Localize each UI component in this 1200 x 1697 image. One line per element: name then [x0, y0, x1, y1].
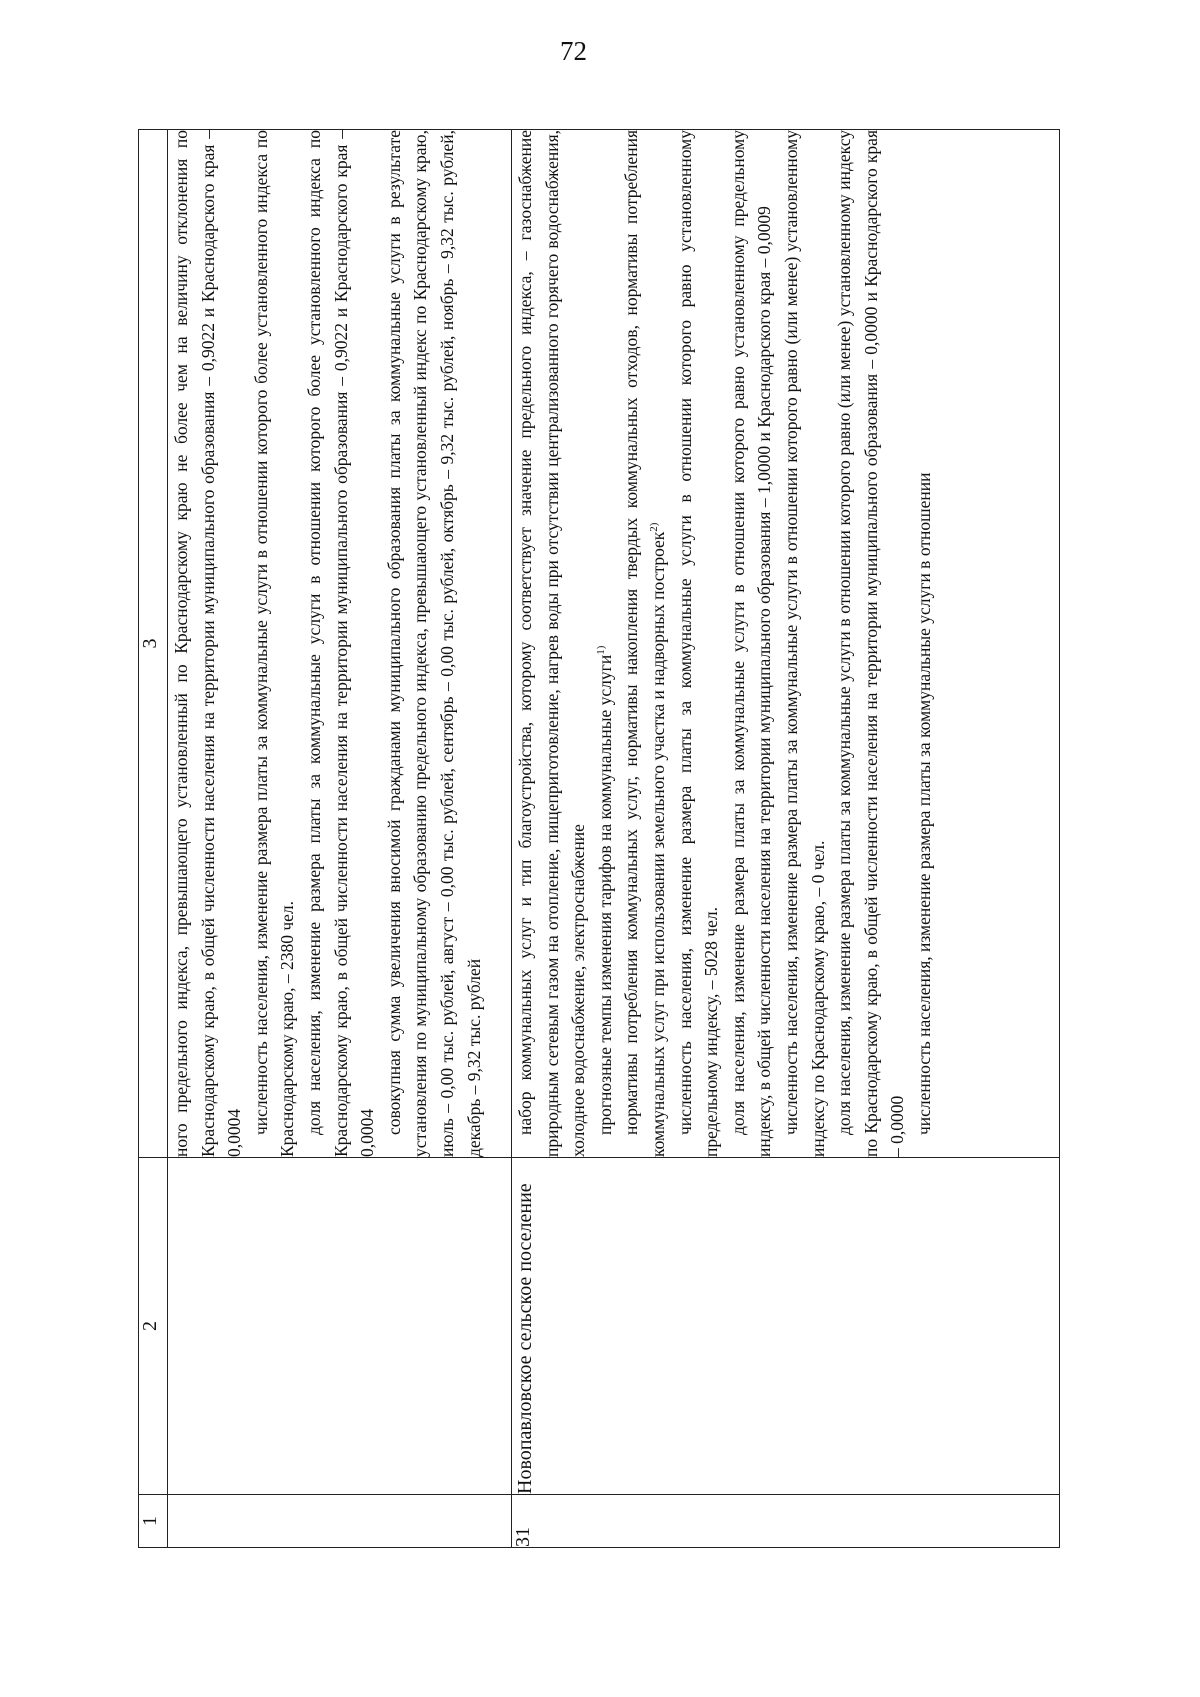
- detail-paragraph: [911, 130, 938, 1157]
- municipality-name: [168, 1158, 512, 1495]
- column-header-3: 3: [139, 130, 168, 1158]
- detail-paragraph: [778, 130, 831, 1157]
- paragraph-text: доля населения, изменение размера платы за коммунальные услуги в отношении которого равно (или менее) установленному индексу по Краснодарскому краю, в общей численности населения на территории муниципального образования – 0,0000 и Краснодарского края – 0,0000: [834, 130, 908, 1157]
- header-row: [139, 130, 168, 1548]
- table-row: [168, 130, 512, 1548]
- paragraph-text: нормативы потребления коммунальных услуг, нормативы накопления твердых коммунальных отходов, нормативы потребления коммунальных услуг при использовании земельного участка и надворных построек: [621, 130, 668, 1157]
- paragraph-text: доля населения, изменение размера платы за коммунальные услуги в отношении которого более установленного индекса по Краснодарскому краю, в общей численности населения на территории муниципального образования – 0,9022 и Краснодарского края – 0,0004: [303, 130, 378, 1157]
- table-row: [512, 130, 1060, 1548]
- paragraph-text: доля населения, изменение размера платы за коммунальные услуги в отношении которого равно установленному предельному индексу, в общей численности населения на территории муниципального образования – 1,0000 и Краснодарского края – 0,0009: [727, 130, 775, 1157]
- paragraph-text: совокупная сумма увеличения вносимой гражданами муниципального образования платы за коммунальные услуги в результате установления по муниципальному образованию предельного индекса, превышающего установленный индекс по Краснодарскому краю, июль – 0,00 тыс. рублей, август – 0,00 тыс. рублей, сентябрь – 0,00 тыс. рублей, октябрь – 9,32 тыс. рублей, ноябрь – 9,32 тыс. рублей, декабрь – 9,32 тыс. рублей: [383, 130, 484, 1157]
- paragraph-text: набор коммунальных услуг и тип благоустройства, которому соответствует значение предельного индекса, – газоснабжение природным сетевым газом на отопление, пищеприготовление, нагрев воды при отсутствии централизованного горячего водоснабжения, холодное водоснабжение, электроснабжение: [515, 130, 589, 1157]
- row-details: [512, 130, 1060, 1158]
- detail-paragraph: [301, 130, 381, 1157]
- municipality-name: Новопавловское сельское поселение: [512, 1158, 1060, 1495]
- rotated-table-wrapper: [138, 130, 1058, 1548]
- detail-paragraph: [592, 130, 619, 1157]
- data-table: [138, 129, 1060, 1548]
- paragraph-text: численность населения, изменение размера платы за коммунальные услуги в отношении которого более установленного индекса по Краснодарскому краю, – 2380 чел.: [250, 130, 298, 1157]
- paragraph-text: численность населения, изменение размера платы за коммунальные услуги в отношении которого равно (или менее) установленному индексу по Краснодарскому краю, – 0 чел.: [780, 130, 828, 1157]
- paragraph-text: прогнозные темпы изменения тарифов на коммунальные услуги: [594, 654, 615, 1135]
- detail-paragraph: [512, 130, 592, 1157]
- page-number: 72: [560, 36, 587, 66]
- detail-paragraph: [725, 130, 778, 1157]
- detail-paragraph: [248, 130, 301, 1157]
- column-header-1: 1: [139, 1495, 168, 1548]
- detail-paragraph: [672, 130, 725, 1157]
- paragraph-text: численность населения, изменение размера платы за коммунальные услуги в отношении: [913, 472, 934, 1135]
- row-number: [168, 1495, 512, 1548]
- row-details: [168, 130, 512, 1158]
- paragraph-text: ного предельного индекса, превышающего установленный по Краснодарскому краю не более чем на величину отклонения по Краснодарскому краю, в общей численности населения на территории муниципального образования – 0,9022 и Краснодарского края – 0,0004: [171, 130, 245, 1157]
- column-header-2: 2: [139, 1158, 168, 1495]
- detail-paragraph: [618, 130, 671, 1157]
- footnote-marker: 2): [648, 522, 661, 532]
- row-number: 31: [512, 1495, 1060, 1548]
- detail-paragraph: [168, 130, 248, 1157]
- footnote-marker: 1): [594, 645, 607, 655]
- paragraph-text: численность населения, изменение размера платы за коммунальные услуги в отношении которого равно установленному предельному индексу, – 5028 чел.: [674, 130, 722, 1157]
- detail-paragraph: [381, 130, 487, 1157]
- detail-paragraph: [831, 130, 911, 1157]
